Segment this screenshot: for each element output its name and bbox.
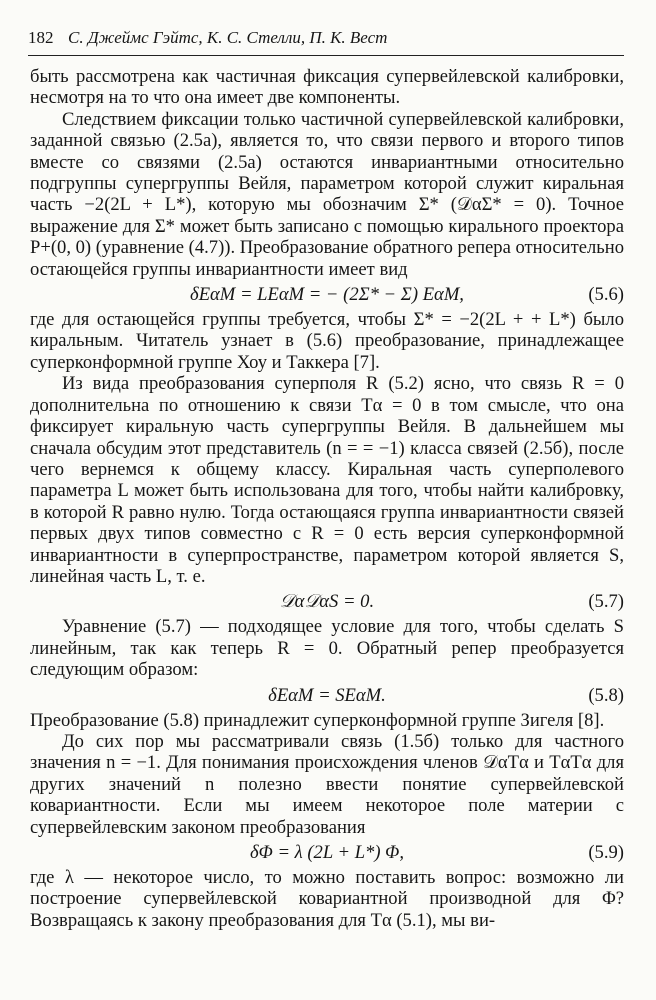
page-header xyxy=(28,24,628,52)
equation-5-8 xyxy=(30,681,624,710)
equation-5-9 xyxy=(30,838,624,867)
paragraph-closing: где λ — некоторое число, то можно поставить вопрос: возможно ли построение супервейлевской ковариантной производной для Φ? Возвращаясь к закону преобразования для Tα (5.1), мы ви- xyxy=(30,867,624,931)
equation-expression: δEαM = SEαM. xyxy=(268,684,386,706)
equation-expression: 𝒟α𝒟αS = 0. xyxy=(279,591,375,613)
running-title: С. Джеймс Гэйтс, К. С. Стелли, П. К. Вест xyxy=(68,28,388,47)
paragraph-continuation: быть рассмотрена как частичная фиксация супервейлевской калибровки, несмотря на то что она имеет две компоненты. xyxy=(30,66,624,109)
equation-number: (5.9) xyxy=(588,842,624,863)
paragraph-siegel: Преобразование (5.8) принадлежит суперконформной группе Зигеля [8]. xyxy=(30,709,605,731)
equation-5-6 xyxy=(30,280,624,309)
equation-expression: δΦ = λ (2L + L*) Φ, xyxy=(250,842,404,863)
paragraph-weyl-gauge: Следствием фиксации только частичной супервейлевской калибровки, заданной связью (2.5а), является то, что связи первого и второго типов вместе со связями (2.5а) остаются инвариантными относительно подгруппы супергруппы Вейля, параметром которой служит киральная часть −2(2L + L*), которую мы обозначим Σ* (𝒟αΣ* = 0). Точное выражение для Σ* может быть записано с помощью кирального проектора P+(0, 0) (уравнение (4.7)). Преобразование обратного репера относительно остающейся группы инвариантности имеет вид xyxy=(30,108,624,280)
paragraph-superfield-r: Из вида преобразования суперполя R (5.2) ясно, что связь R = 0 дополнительна по отношению к связи Tα = 0 в том смысле, что она фиксирует киральную часть супергруппы Вейля. В дальнейшем мы сначала обсудим этот представитель (n = = −1) класса связей (2.5б), после чего вернемся к общему классу. Киральная часть суперполевого параметра L может быть использована для того, чтобы найти калибровку, в которой R равно нулю. Тогда остающаяся группа инвариантности связей первых двух типов совместно с R = 0 есть версия суперконформной инвариантности в суперпространстве, параметром которой является S, линейная часть L, т. е. xyxy=(30,373,624,587)
equation-number: (5.8) xyxy=(588,684,624,706)
paragraph-covariance: До сих пор мы рассматривали связь (1.5б) только для частного значения n = −1. Для понимания происхождения членов 𝒟αTα и TαTα для других значений n полезно ввести понятие супервейлевской ковариантности. Если мы имеем некоторое поле материи с супервейлевским законом преобразования xyxy=(30,730,624,838)
page-body xyxy=(30,66,624,931)
equation-number: (5.7) xyxy=(588,591,624,613)
header-rule xyxy=(28,55,624,56)
page-number: 182 xyxy=(28,28,54,47)
paragraph-howe-tucker: где для остающейся группы требуется, чтобы Σ* = −2(2L + + L*) было киральным. Читатель узнает в (5.6) преобразование, принадлежащее суперконформной группе Хоу и Таккера [7]. xyxy=(30,309,624,373)
paragraph-linear-s: Уравнение (5.7) — подходящее условие для того, чтобы сделать S линейным, так как теперь R = 0. Обратный репер преобразуется следующим образом: xyxy=(30,616,624,681)
equation-expression: δEαM = LEαM = − (2Σ* − Σ) EαM, xyxy=(190,284,464,306)
equation-number: (5.6) xyxy=(588,284,624,306)
equation-5-7 xyxy=(30,587,624,616)
